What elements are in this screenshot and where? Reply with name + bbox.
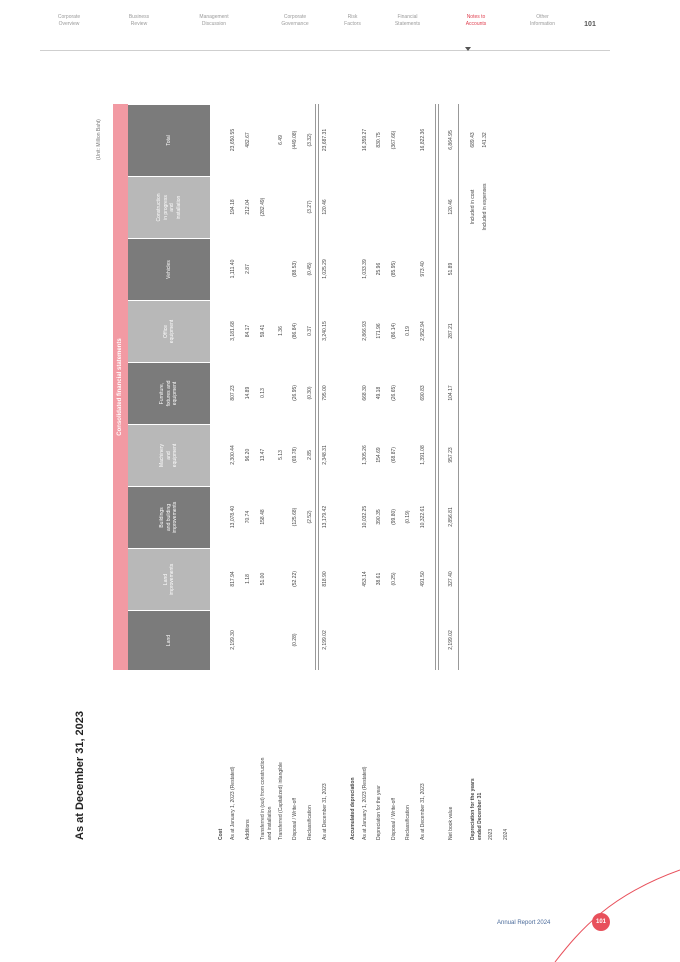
row-label: Reclassification xyxy=(405,805,411,840)
table-cell: 690.83 xyxy=(420,385,426,401)
table-cell: 2,866.93 xyxy=(362,321,368,341)
table-cell: (86.14) xyxy=(391,323,397,339)
column-header: Machinery and equipment xyxy=(128,424,210,486)
row-label: As at December 31, 2023 xyxy=(420,783,426,840)
column-header: Furniture, fixtures and equipment xyxy=(128,362,210,424)
table-cell: 25.96 xyxy=(376,262,382,276)
row-label: As at January 1, 2023 (Restated) xyxy=(230,766,236,840)
depreciation-note-value: 141.32 xyxy=(482,132,488,148)
table-cell: 818.90 xyxy=(322,571,328,587)
table-cell: (99.80) xyxy=(391,509,397,525)
table-cell: (69.78) xyxy=(292,447,298,463)
table-cell: 16,359.27 xyxy=(362,128,368,152)
table-cell: 23,687.31 xyxy=(322,128,328,152)
row-label: As at January 1, 2023 (Restated) xyxy=(362,766,368,840)
table-cell: 51.89 xyxy=(448,262,454,276)
depreciation-note-label: Depreciation for the years ended December 31 xyxy=(470,778,483,840)
nav-item-notes-active[interactable]: Notes to Accounts xyxy=(465,14,487,27)
nav-item-management-discussion[interactable]: Management Discussion xyxy=(199,14,229,27)
table-cell: 2.87 xyxy=(245,264,251,274)
table-cell: (3.32) xyxy=(307,133,313,147)
column-header: Buildings and building improvements xyxy=(128,486,210,548)
group-header: Consolidated financial statements xyxy=(113,104,128,670)
table-cell: 13,078.40 xyxy=(230,505,236,529)
table-cell: 212.04 xyxy=(245,199,251,215)
column-header: Office equipment xyxy=(128,300,210,362)
table-cell: 1,025.29 xyxy=(322,259,328,279)
row-label: Net book value xyxy=(448,806,454,840)
table-cell: 1,111.40 xyxy=(230,259,236,279)
table-cell: 2,300.44 xyxy=(230,445,236,465)
table-cell: 0.19 xyxy=(405,326,411,336)
column-header: Land xyxy=(128,610,210,670)
nav-item-corporate-governance[interactable]: Corporate Governance xyxy=(281,14,309,27)
table-cell: 2,348.31 xyxy=(322,445,328,465)
table-cell: 13,179.42 xyxy=(322,505,328,529)
row-label: As at December 31, 2023 xyxy=(322,783,328,840)
table-cell: 2.85 xyxy=(307,450,313,460)
table-cell: (3.27) xyxy=(307,200,313,214)
table-cell: 817.94 xyxy=(230,571,236,587)
footer-report-title: Annual Report 2024 xyxy=(497,920,551,926)
table-cell: (86.84) xyxy=(292,323,298,339)
table-cell: (0.28) xyxy=(292,633,298,647)
table-cell: (282.49) xyxy=(260,197,266,217)
row-label: Transferred in (out) from construction and installation xyxy=(260,757,273,840)
row-label: Transferred (Capitalized) intangible xyxy=(278,762,284,840)
table-cell: (88.53) xyxy=(292,261,298,277)
row-label: Disposal / Write-off xyxy=(292,797,298,840)
table-cell: 194.18 xyxy=(230,199,236,215)
nav-item-other-information[interactable]: Other Information xyxy=(529,14,555,27)
table-cell: 3,181.68 xyxy=(230,321,236,341)
table-cell: 51.00 xyxy=(260,572,266,586)
nav-item-corporate-overview[interactable]: Corporate Overview xyxy=(57,14,81,27)
table-cell: 0.13 xyxy=(260,388,266,398)
table-cell: 2,199.02 xyxy=(322,630,328,650)
table-cell: 10,032.25 xyxy=(362,505,368,529)
table-cell: 287.21 xyxy=(448,323,454,339)
table-cell: 5.13 xyxy=(278,450,284,460)
table-cell: 3,240.15 xyxy=(322,321,328,341)
table-cell: 491.50 xyxy=(420,571,426,587)
row-label: Cost xyxy=(218,828,224,840)
table-cell: (125.68) xyxy=(292,507,298,527)
table-cell: 668.30 xyxy=(362,385,368,401)
table-cell: 14.89 xyxy=(245,386,251,400)
table-cell: 6.49 xyxy=(278,135,284,145)
unit-note: (Unit: Million Baht) xyxy=(96,119,102,160)
table-cell: 70.74 xyxy=(245,510,251,524)
table-cell: 327.40 xyxy=(448,571,454,587)
table-cell: 154.69 xyxy=(376,447,382,463)
table-cell: 6,864.95 xyxy=(448,130,454,150)
table-cell: 1.36 xyxy=(278,326,284,336)
column-header: Construction in progress and installation xyxy=(128,176,210,238)
table-cell: 10,322.61 xyxy=(420,505,426,529)
table-cell: (68.87) xyxy=(391,447,397,463)
row-label: Accumulated depreciation xyxy=(350,777,356,840)
table-cell: (26.95) xyxy=(292,385,298,401)
table-cell: 1,305.26 xyxy=(362,445,368,465)
table-cell: 2,199.02 xyxy=(448,630,454,650)
table-cell: (0.19) xyxy=(405,510,411,524)
nav-page-number: 101 xyxy=(584,21,596,28)
table-cell: 1,391.08 xyxy=(420,445,426,465)
table-cell: 390.35 xyxy=(376,509,382,525)
depreciation-note-value: 689.43 xyxy=(470,132,476,148)
table-cell: (85.95) xyxy=(391,261,397,277)
column-header: Vehicles xyxy=(128,238,210,300)
table-cell: 2,952.94 xyxy=(420,321,426,341)
table-cell: 957.23 xyxy=(448,447,454,463)
table-cell: 120.46 xyxy=(322,199,328,215)
table-cell: 96.20 xyxy=(245,448,251,462)
table-cell: 2,856.81 xyxy=(448,507,454,527)
table-cell: (2.52) xyxy=(307,510,313,524)
table-cell: (0.45) xyxy=(307,262,313,276)
table-cell: 2,199.30 xyxy=(230,630,236,650)
table-cell: (449.08) xyxy=(292,130,298,150)
table-cell: (0.30) xyxy=(307,386,313,400)
depreciation-year: 2024 xyxy=(503,828,509,840)
row-label: Reclassification xyxy=(307,805,313,840)
table-cell: 830.75 xyxy=(376,132,382,148)
table-cell: 453.14 xyxy=(362,571,368,587)
table-cell: 1,033.39 xyxy=(362,259,368,279)
row-label: Additions xyxy=(245,819,251,840)
table-cell: 482.67 xyxy=(245,132,251,148)
depreciation-note-row-label: Included in expenses xyxy=(482,183,488,231)
table-cell: 158.48 xyxy=(260,509,266,525)
table-cell: 104.17 xyxy=(448,385,454,401)
nav-item-business-review[interactable]: Business Review xyxy=(128,14,150,27)
table-cell: 13.47 xyxy=(260,448,266,462)
table-cell: (367.66) xyxy=(391,130,397,150)
table-cell: 23,650.55 xyxy=(230,128,236,152)
table-cell: 0.37 xyxy=(307,326,313,336)
table-cell: 84.17 xyxy=(245,324,251,338)
table-cell: 16,822.36 xyxy=(420,128,426,152)
table-cell: (26.65) xyxy=(391,385,397,401)
table-cell: 49.18 xyxy=(376,386,382,400)
depreciation-year: 2023 xyxy=(488,828,494,840)
depreciation-note-row-label: Included in cost xyxy=(470,189,476,225)
nav-item-financial-statements[interactable]: Financial Statements xyxy=(394,14,421,27)
table-cell: 171.96 xyxy=(376,323,382,339)
nav-item-risk-factors[interactable]: Risk Factors xyxy=(344,14,361,27)
table-cell: 59.41 xyxy=(260,324,266,338)
row-label: Depreciation for the year xyxy=(376,785,382,840)
column-header: Total xyxy=(128,104,210,176)
table-cell: 973.40 xyxy=(420,261,426,277)
table-cell: 38.61 xyxy=(376,572,382,586)
section-title: As at December 31, 2023 xyxy=(74,710,86,840)
table-cell: 120.46 xyxy=(448,199,454,215)
table-cell: 807.23 xyxy=(230,385,236,401)
row-label: Disposal / Write-off xyxy=(391,797,397,840)
column-header: Land improvements xyxy=(128,548,210,610)
table-cell: 795.00 xyxy=(322,385,328,401)
table-cell: (52.22) xyxy=(292,571,298,587)
table-cell: (0.25) xyxy=(391,572,397,586)
table-cell: 1.18 xyxy=(245,574,251,584)
page-number-badge: 101 xyxy=(592,913,610,931)
